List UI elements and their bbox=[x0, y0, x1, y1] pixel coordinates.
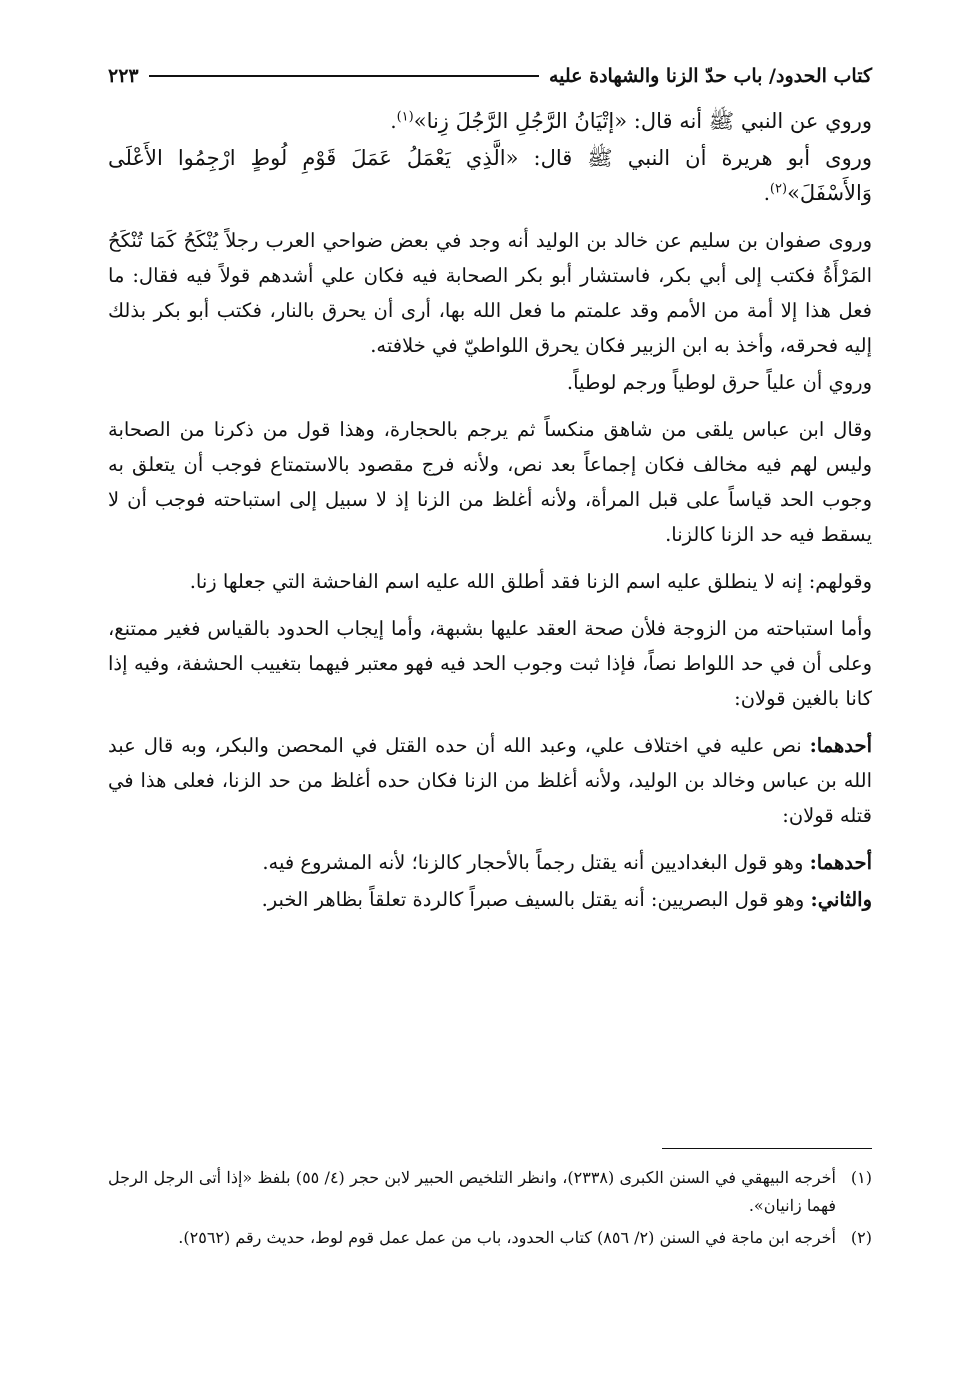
footnote-text: أخرجه ابن ماجة في السنن (٢/ ٨٥٦) كتاب الحدود، باب من عمل عمل قوم لوط، حديث رقم (٢٥٦٢). bbox=[178, 1228, 836, 1247]
chapter-title: كتاب الحدود/ باب حدّ الزنا والشهادة عليه bbox=[548, 65, 872, 87]
book-page bbox=[108, 58, 873, 1247]
paragraph bbox=[108, 141, 872, 211]
paragraph bbox=[108, 882, 872, 917]
footnote bbox=[108, 1164, 872, 1220]
footnote-text: أخرجه البيهقي في السنن الكبرى (٢٣٣٨)، وانظر التلخيص الحبير لابن حجر (٤/ ٥٥) بلفظ «إذا أتى الرجل الرجل فهما زانيان». bbox=[108, 1168, 837, 1215]
running-header bbox=[108, 58, 872, 94]
paragraph bbox=[108, 564, 872, 599]
paragraph-text: وروى أبو هريرة أن النبي ﷺ قال: «الَّذِي يَعْمَلُ عَمَلَ قَوْمِ لُوطٍ ارْجِمُوا الأَعْلَى وَالأَسْفَلَ» bbox=[108, 146, 872, 205]
paragraph-text: وأما استباحته من الزوجة فلأن صحة العقد عليها بشبهة، وأما إيجاب الحدود بالقياس فغير ممتنع، وعلى أن في حد اللواط نصاً، فإذا ثبت وجوب الحد فيه فهو معتبر فيهما بتغييب الحشفة، وفيه إذا كانا بالغين قولان: bbox=[108, 617, 872, 710]
paragraph bbox=[108, 845, 872, 880]
paragraph-text: وهو قول البصريين: أنه يقتل بالسيف صبراً كالردة تعلقاً بظاهر الخبر. bbox=[261, 888, 805, 911]
footnote-number: (١) bbox=[850, 1168, 872, 1187]
paragraph-text: وروي عن النبي ﷺ أنه قال: «إتْيَانُ الرَّجُلِ الرَّجُلَ زِنا» bbox=[413, 109, 872, 133]
paragraph bbox=[108, 104, 872, 139]
paragraph-tail: . bbox=[763, 182, 770, 205]
main-text bbox=[108, 104, 872, 917]
paragraph bbox=[108, 611, 872, 716]
footnote-separator bbox=[662, 1148, 872, 1149]
paragraph bbox=[108, 365, 872, 400]
paragraph-text: نص عليه في اختلاف علي، وعبد الله أن حده القتل في المحصن والبكر، وبه قال عبد الله بن عباس وخالد بن الوليد، ولأنه أغلظ من الزنا فكان حده أغلظ من حد الزنا، فعلى هذا في قتله قولان: bbox=[108, 734, 872, 827]
paragraph-text: وروي أن علياً حرق لوطياً ورجم لوطياً. bbox=[566, 371, 872, 394]
footnote-ref: (١) bbox=[396, 109, 414, 125]
footnote-number: (٢) bbox=[850, 1228, 872, 1247]
footnote-ref: (٢) bbox=[769, 181, 788, 197]
page-number: ٢٢٣ bbox=[108, 65, 139, 87]
paragraph-tail: . bbox=[390, 110, 397, 133]
paragraph-lead: أحدهما: bbox=[809, 851, 872, 874]
paragraph-text: وروى صفوان بن سليم عن خالد بن الوليد أنه وجد في بعض ضواحي العرب رجلاً يُنْكَحُ كَمَا تُنْكَحُ المَرْأَةُ فكتب إلى أبي بكر، فاستشار أبو بكر الصحابة فيه فكان علي أشدهم قولاً فيه فقال: ما فعل هذا إلا أمة من الأمم وقد علمتم ما فعل الله بها، أرى أن يحرق بالنار، فكتب أبو بكر بذلك إليه فحرقه، وأخذ به ابن الزبير فكان يحرق اللواطيّ في خلافته. bbox=[108, 229, 872, 357]
paragraph bbox=[108, 223, 872, 363]
paragraph-text: وقال ابن عباس يلقى من شاهق منكساً ثم يرجم بالحجارة، وهذا قول من ذكرنا من الصحابة وليس لهم فيه مخالف فكان إجماعاً بعد نص، ولأنه فرج مقصود بالاستمتاع فوجب أن يتعلق به وجوب الحد قياساً على قبل المرأة، ولأنه أغلظ من الزنا إذ لا سبيل إلى استباحته فوجب أن لا يسقط فيه حد الزنا كالزنا. bbox=[108, 418, 872, 546]
paragraph-text: وقولهم: إنه لا ينطلق عليه اسم الزنا فقد أطلق الله عليه اسم الفاحشة التي جعلها زنا. bbox=[189, 570, 872, 593]
footnote bbox=[108, 1224, 872, 1252]
paragraph-lead: أحدهما: bbox=[809, 734, 873, 757]
paragraph-text: وهو قول البغداديين أنه يقتل رجماً بالأحجار كالزنا؛ لأنه المشروع فيه. bbox=[262, 851, 804, 874]
paragraph bbox=[108, 412, 872, 552]
header-rule bbox=[149, 75, 539, 77]
paragraph bbox=[108, 728, 872, 833]
footnotes bbox=[108, 1164, 872, 1256]
paragraph-lead: والثاني: bbox=[810, 888, 872, 911]
